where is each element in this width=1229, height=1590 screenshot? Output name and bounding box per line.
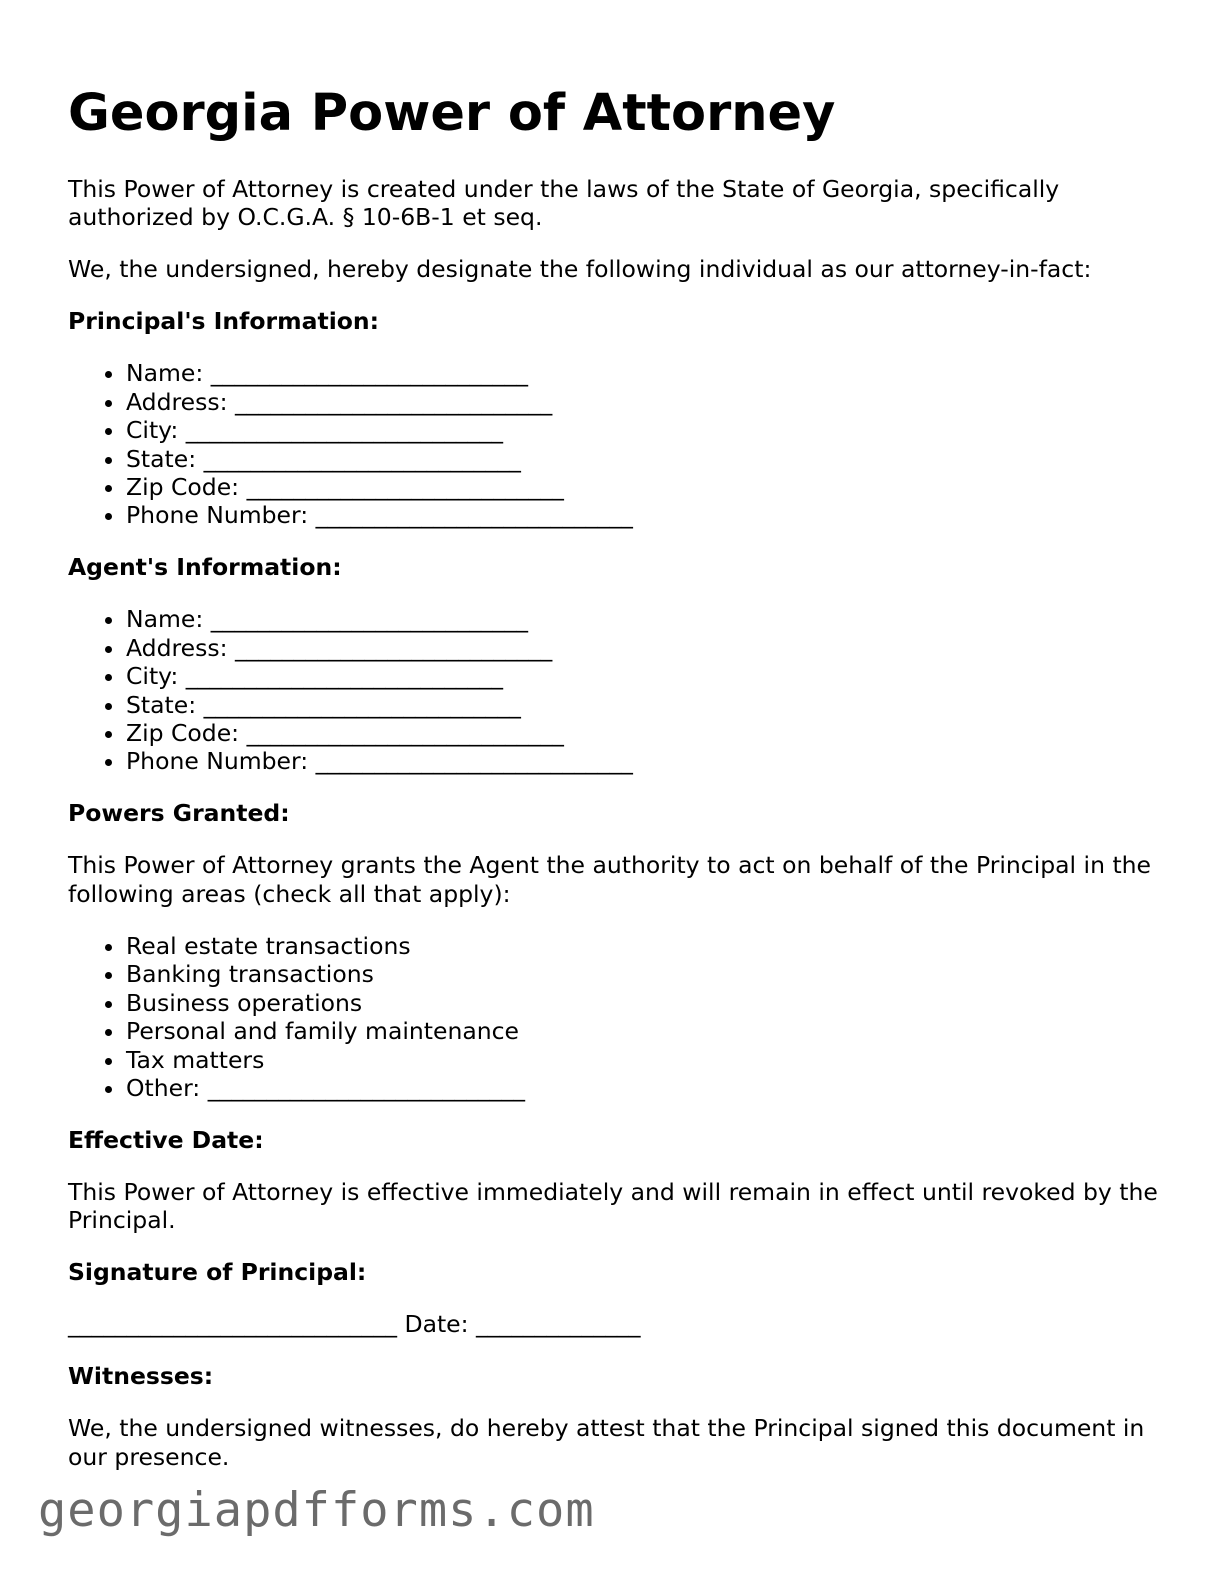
power-item-other-field[interactable]: • Other: ___________________________ xyxy=(126,1074,1163,1102)
effective-date-paragraph: This Power of Attorney is effective immediately and will remain in effect until revoked by the Principal. xyxy=(68,1177,1158,1235)
power-item-business: • Business operations xyxy=(126,989,1163,1017)
agent-phone-field[interactable]: • Phone Number: ___________________________ xyxy=(126,747,1163,775)
agent-heading: Agent's Information: xyxy=(68,553,342,582)
effective-date-heading: Effective Date: xyxy=(68,1125,264,1154)
witnesses-heading: Witnesses: xyxy=(68,1362,214,1391)
principal-address-field[interactable]: • Address: ___________________________ xyxy=(126,388,1163,416)
document-body xyxy=(68,175,1163,1495)
site-watermark: georgiapdfforms.com xyxy=(38,1483,595,1538)
signature-date-line[interactable]: ____________________________ Date: ______________ xyxy=(68,1310,641,1339)
intro-paragraph: This Power of Attorney is created under the laws of the State of Georgia, specifically authorized by O.C.G.A. § 10-6B-1 et seq. xyxy=(68,175,1060,232)
agent-name-field[interactable]: • Name: ___________________________ xyxy=(126,605,1163,633)
power-item-tax: • Tax matters xyxy=(126,1046,1163,1074)
agent-address-field[interactable]: • Address: ___________________________ xyxy=(126,634,1163,662)
power-item-banking: • Banking transactions xyxy=(126,960,1163,988)
designation-paragraph: We, the undersigned, hereby designate the following individual as our attorney-in-fact: xyxy=(68,255,1092,284)
powers-heading: Powers Granted: xyxy=(68,799,290,828)
agent-zip-field[interactable]: • Zip Code: ___________________________ xyxy=(126,719,1163,747)
signature-heading: Signature of Principal: xyxy=(68,1258,367,1287)
agent-fields-list xyxy=(68,605,1163,775)
principal-fields-list xyxy=(68,359,1163,529)
agent-city-field[interactable]: • City: ___________________________ xyxy=(126,662,1163,690)
witnesses-paragraph: We, the undersigned witnesses, do hereby attest that the Principal signed this document in our presence. xyxy=(68,1414,1145,1471)
powers-list xyxy=(68,932,1163,1102)
principal-heading: Principal's Information: xyxy=(68,307,380,336)
powers-paragraph: This Power of Attorney grants the Agent the authority to act on behalf of the Principal in the following areas (check all that apply): xyxy=(68,851,1152,908)
principal-zip-field[interactable]: • Zip Code: ___________________________ xyxy=(126,473,1163,501)
principal-name-field[interactable]: • Name: ___________________________ xyxy=(126,359,1163,387)
agent-state-field[interactable]: • State: ___________________________ xyxy=(126,691,1163,719)
principal-city-field[interactable]: • City: ___________________________ xyxy=(126,416,1163,444)
principal-phone-field[interactable]: • Phone Number: ___________________________ xyxy=(126,501,1163,529)
principal-state-field[interactable]: • State: ___________________________ xyxy=(126,445,1163,473)
power-item-personal-family: • Personal and family maintenance xyxy=(126,1017,1163,1045)
document-title: Georgia Power of Attorney xyxy=(68,84,836,143)
power-item-real-estate: • Real estate transactions xyxy=(126,932,1163,960)
